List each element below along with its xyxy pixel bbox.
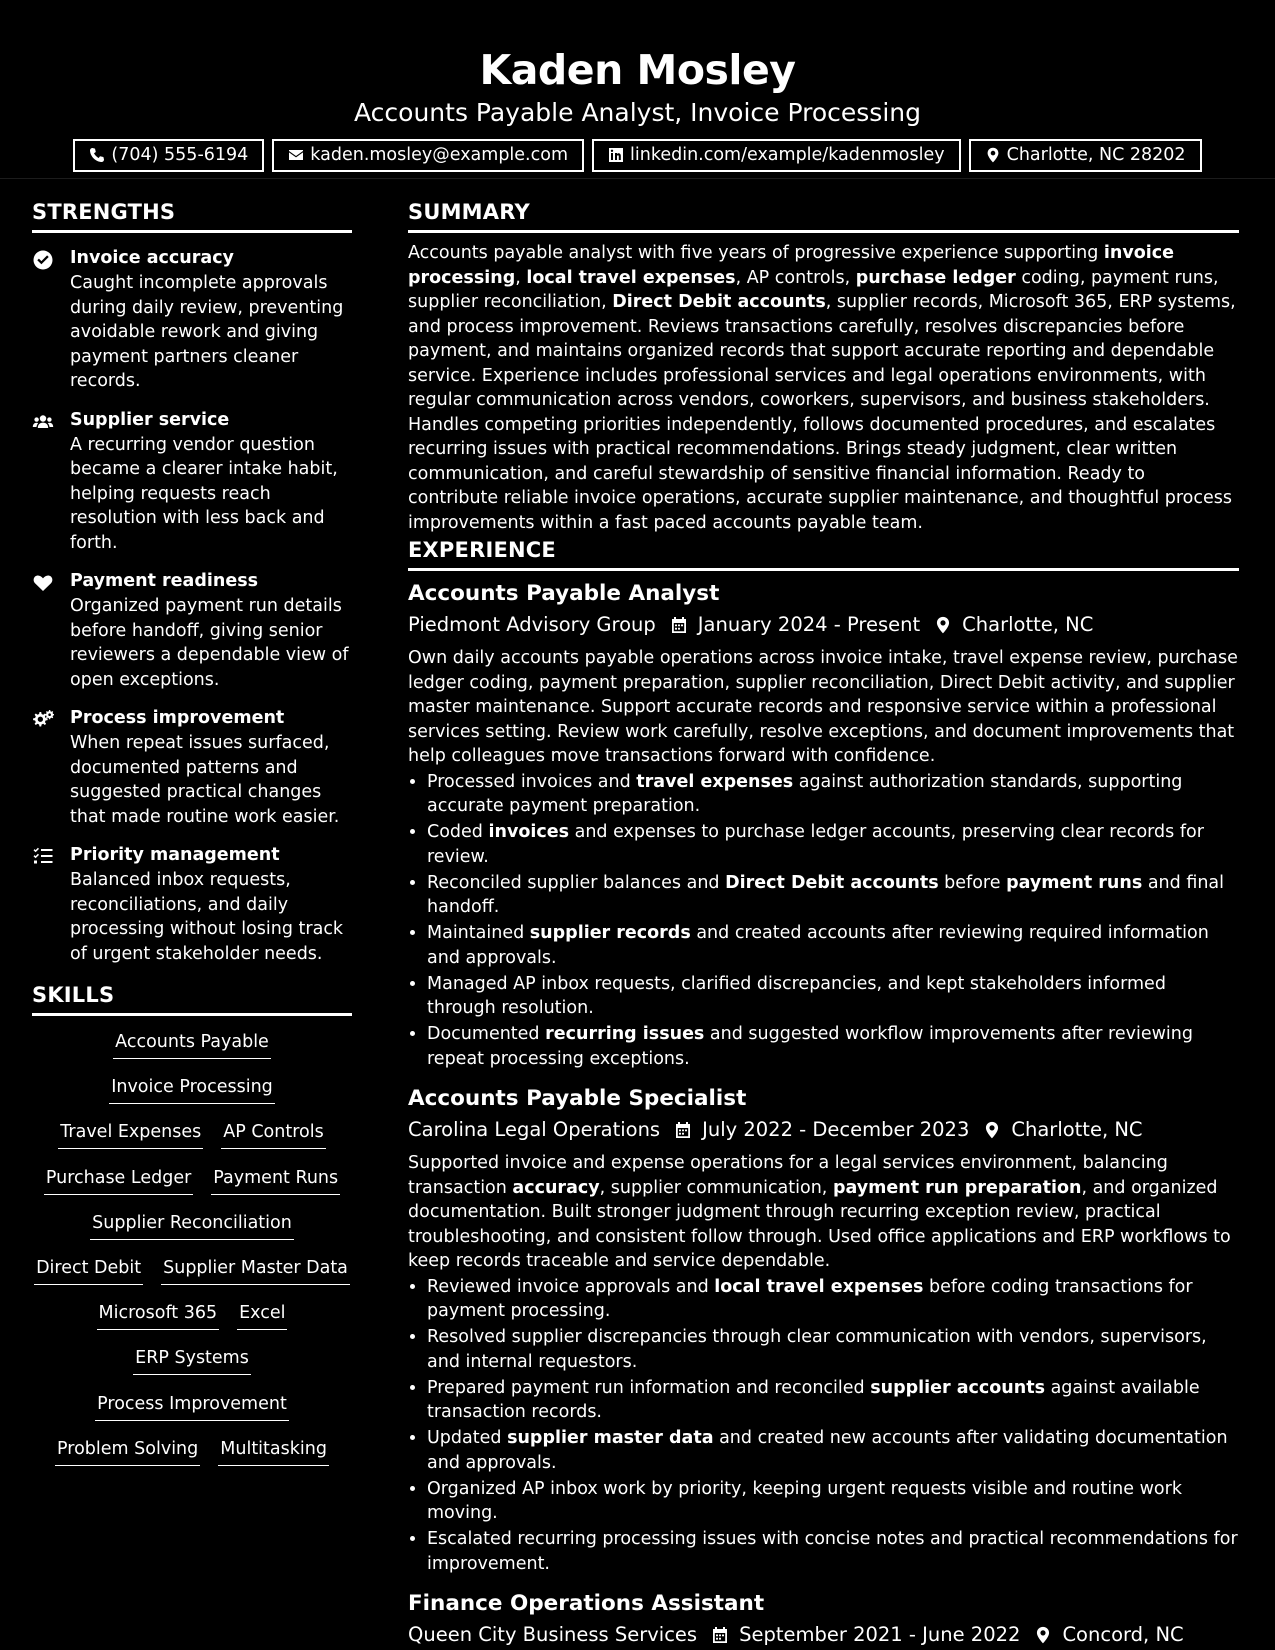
- job-title: Accounts Payable Analyst: [408, 581, 720, 606]
- skill-tag: Direct Debit: [34, 1256, 143, 1285]
- strength-title: Priority management: [70, 845, 280, 865]
- job-bullet: • Prepared payment run information and reconciled supplier accounts against available transaction records.: [427, 1376, 1239, 1425]
- strength-title: Payment readiness: [70, 571, 259, 591]
- skill-tag: ERP Systems: [133, 1346, 251, 1375]
- strength-text: Caught incomplete approvals during daily review, preventing avoidable rework and giving payment partners cleaner records.: [70, 273, 344, 391]
- candidate-name: Kaden Mosley: [479, 46, 796, 94]
- skill-tag: Supplier Reconciliation: [90, 1211, 294, 1240]
- job-bullet: • Documented recurring issues and suggested workflow improvements after reviewing repeat processing exceptions.: [427, 1022, 1239, 1071]
- job-bullet: • Updated supplier master data and created new accounts after validating documentation and approvals.: [427, 1426, 1239, 1475]
- job-entry: [408, 1590, 1239, 1649]
- strength-item: [32, 569, 352, 692]
- job-bullets: [408, 1275, 1239, 1577]
- resume-header: [0, 0, 1275, 179]
- email-text: kaden.mosley@example.com: [310, 145, 568, 165]
- location-text: Charlotte, NC 28202: [1006, 145, 1186, 165]
- job-entry: [408, 580, 1239, 1071]
- skill-tag: Multitasking: [218, 1437, 329, 1466]
- linkedin-icon: [608, 147, 624, 163]
- job-bullet: • Organized AP inbox work by priority, keeping urgent requests visible and routine work moving.: [427, 1477, 1239, 1526]
- strength-item: [32, 408, 352, 556]
- strength-item: [32, 246, 352, 394]
- skill-tag: Problem Solving: [55, 1437, 200, 1466]
- experience-heading: EXPERIENCE: [408, 535, 1239, 571]
- strength-title: Process improvement: [70, 708, 285, 728]
- skill-tag: Microsoft 365: [97, 1301, 220, 1330]
- skill-tag: Invoice Processing: [109, 1075, 275, 1104]
- job-bullet: • Escalated recurring processing issues with concise notes and practical recommendations for improvement.: [427, 1527, 1239, 1576]
- job-location: Concord, NC: [1062, 1623, 1184, 1646]
- job-meta: [408, 1621, 1239, 1649]
- job-bullet: • Processed invoices and travel expenses against authorization standards, supporting accurate payment preparation.: [427, 770, 1239, 819]
- skill-tag: AP Controls: [221, 1120, 325, 1149]
- linkedin-text: linkedin.com/example/kadenmosley: [630, 145, 945, 165]
- contact-phone[interactable]: [73, 139, 264, 172]
- strength-text: A recurring vendor question became a clearer intake habit, helping requests reach resolution with less back and forth.: [70, 434, 338, 553]
- job-meta: [408, 611, 1239, 639]
- phone-text: (704) 555-6194: [111, 145, 249, 165]
- calendar-icon: [674, 1121, 692, 1139]
- job-description: Own daily accounts payable operations across invoice intake, travel expense review, purchase ledger coding, payment preparation, supplier reconciliation, Direct Debit activity, and supplier master maintenance. Support accurate records and responsive service within a professional services setting. Review work carefully, resolve exceptions, and document improvements that help colleagues move transactions forward with confidence.: [408, 648, 1238, 766]
- phone-icon: [89, 147, 105, 163]
- users-icon: [32, 411, 54, 433]
- map-pin-icon: [983, 1121, 1001, 1139]
- contact-linkedin[interactable]: [592, 139, 961, 172]
- job-bullet: • Reconciled supplier balances and Direct Debit accounts before payment runs and final handoff.: [427, 871, 1239, 920]
- company-name: Queen City Business Services: [408, 1623, 698, 1646]
- job-dates: January 2024 - Present: [697, 613, 921, 636]
- job-location: Charlotte, NC: [962, 613, 1094, 636]
- heart-icon: [32, 572, 54, 594]
- job-bullet: • Coded invoices and expenses to purchase ledger accounts, preserving clear records for review.: [427, 820, 1239, 869]
- candidate-headline: Accounts Payable Analyst, Invoice Processing: [354, 98, 921, 127]
- summary-heading: SUMMARY: [408, 197, 1239, 233]
- skill-tag: Purchase Ledger: [44, 1166, 193, 1195]
- strength-text: Balanced inbox requests, reconciliations, and daily processing without losing track of urgent stakeholder needs.: [70, 870, 344, 964]
- contact-location[interactable]: [969, 139, 1202, 172]
- job-location: Charlotte, NC: [1011, 1118, 1143, 1141]
- skill-tag: Payment Runs: [211, 1166, 340, 1195]
- contact-bar: [0, 139, 1275, 172]
- company-name: Carolina Legal Operations: [408, 1118, 661, 1141]
- skill-tag: Supplier Master Data: [161, 1256, 350, 1285]
- company-name: Piedmont Advisory Group: [408, 613, 656, 636]
- job-dates: September 2021 - June 2022: [739, 1623, 1021, 1646]
- envelope-icon: [288, 147, 304, 163]
- job-entry: [408, 1085, 1239, 1576]
- skills-heading: SKILLS: [32, 980, 352, 1016]
- right-column: [408, 197, 1239, 1649]
- skill-tag: Excel: [237, 1301, 287, 1330]
- strength-item: [32, 706, 352, 829]
- job-bullet: • Managed AP inbox requests, clarified discrepancies, and kept stakeholders informed through resolution.: [427, 972, 1239, 1021]
- job-title: Finance Operations Assistant: [408, 1591, 765, 1616]
- contact-email[interactable]: [272, 139, 584, 172]
- left-column: [32, 197, 352, 1482]
- job-title: Accounts Payable Specialist: [408, 1086, 747, 1111]
- calendar-icon: [670, 616, 688, 634]
- job-meta: [408, 1116, 1239, 1144]
- strengths-list: [32, 246, 352, 966]
- check-circle-icon: [32, 249, 54, 271]
- calendar-icon: [711, 1626, 729, 1644]
- map-pin-icon: [985, 147, 1001, 163]
- strength-title: Supplier service: [70, 409, 230, 430]
- summary-text: Accounts payable analyst with five years of progressive experience supporting invoice processing, local travel expenses, AP controls, purchase ledger coding, payment runs, supplier reconciliation, Direct Debit accounts, supplier records, Microsoft 365, ERP systems, and process improvement. Reviews transactions carefully, resolves discrepancies before payment, and maintains organized records that support accurate reporting and dependable service. Experience includes professional services and legal operations environments, with regular communication across vendors, coworkers, supervisors, and business stakeholders. Handles competing priorities independently, follows documented procedures, and escalates recurring issues with practical recommendations. Brings steady judgment, clear written communication, and careful stewardship of sensitive financial information. Ready to contribute reliable invoice operations, accurate supplier maintenance, and thoughtful process improvements within a fast paced accounts payable team.: [408, 243, 1236, 533]
- strength-text: Organized payment run details before handoff, giving senior reviewers a dependable view of open exceptions.: [70, 596, 349, 690]
- job-bullets: [408, 770, 1239, 1072]
- skill-tag: Travel Expenses: [58, 1120, 203, 1149]
- strengths-heading: STRENGTHS: [32, 197, 352, 233]
- strength-title: Invoice accuracy: [70, 248, 234, 268]
- map-pin-icon: [934, 616, 952, 634]
- skill-tag: Accounts Payable: [113, 1030, 271, 1059]
- map-pin-icon: [1034, 1626, 1052, 1644]
- strength-item: [32, 843, 352, 966]
- job-bullet: • Reviewed invoice approvals and local travel expenses before coding transactions for payment processing.: [427, 1275, 1239, 1324]
- job-dates: July 2022 - December 2023: [702, 1118, 970, 1141]
- strength-text: When repeat issues surfaced, documented patterns and suggested practical changes that made routine work easier.: [70, 733, 340, 827]
- job-bullet: • Resolved supplier discrepancies through clear communication with vendors, supervisors, and internal requestors.: [427, 1325, 1239, 1374]
- job-bullet: • Maintained supplier records and created accounts after reviewing required information and approvals.: [427, 921, 1239, 970]
- gears-icon: [32, 709, 54, 731]
- skills-list: [32, 1030, 352, 1482]
- list-check-icon: [32, 846, 54, 868]
- skill-tag: Process Improvement: [95, 1392, 289, 1421]
- job-description: Supported invoice and expense operations for a legal services environment, balancing transaction accuracy, supplier communication, payment run preparation, and organized documentation. Built stronger judgment through recurring exception review, practical troubleshooting, and consistent follow through. Used office applications and ERP workflows to keep records traceable and service dependable.: [408, 1153, 1231, 1271]
